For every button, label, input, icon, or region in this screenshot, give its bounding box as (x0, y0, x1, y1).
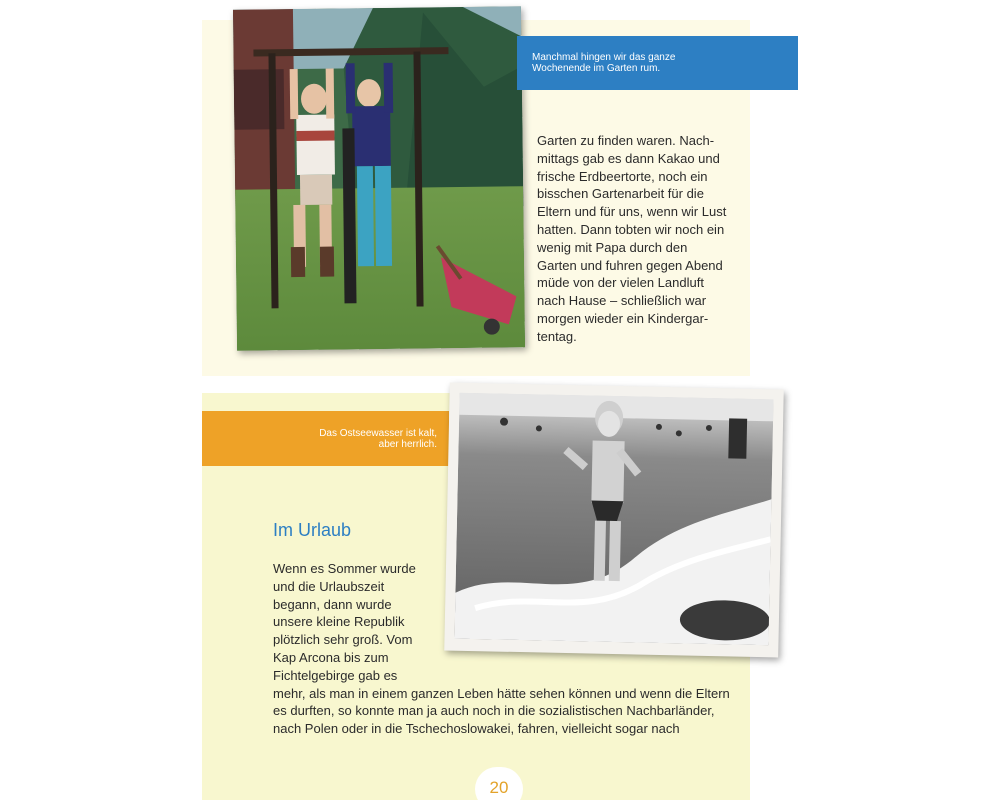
text-line: und die Urlaubszeit (273, 578, 385, 594)
page-number: 20 (475, 767, 523, 811)
garden-photo (233, 6, 525, 350)
text-line: begann, dann wurde (273, 596, 392, 612)
text-line: es durften, so konnte man ja auch noch in die sozialistischen Nachbarländer, (273, 703, 715, 719)
garden-photo-caption (517, 36, 798, 90)
beach-photo-caption (202, 411, 449, 466)
caption-line: Wochenende im Garten rum. (532, 63, 661, 74)
text-line: Garten und fuhren gegen Abend (537, 257, 723, 273)
text-line: plötzlich sehr groß. Vom (273, 632, 413, 648)
text-line: mehr, als man in einem ganzen Leben hätte sehen können und wenn die Eltern (273, 685, 730, 701)
text-line: nach Hause – schließlich war (537, 293, 707, 309)
text-line: Kap Arcona bis zum (273, 649, 389, 665)
text-line: Garten zu finden waren. Nach- (537, 133, 715, 148)
text-line: morgen wieder ein Kindergar- (537, 310, 709, 326)
text-line: frische Erdbeertorte, noch ein (537, 168, 708, 184)
text-line: nach Polen oder in die Tschechoslowakei, fahren, vielleicht sogar nach (273, 721, 680, 737)
text-line: wenig mit Papa durch den (537, 239, 688, 255)
caption-line: aber herrlich. (378, 439, 437, 450)
text-line: Eltern und für uns, wenn wir Lust (537, 204, 727, 220)
vacation-body-text (273, 560, 730, 738)
text-line: unsere kleine Republik (273, 614, 405, 630)
text-line: Wenn es Sommer wurde (273, 561, 416, 576)
text-line: müde von der vielen Landluft (537, 275, 704, 291)
text-line: Fichtelgebirge gab es (273, 667, 398, 683)
caption-line: Manchmal hingen wir das ganze (532, 52, 676, 63)
garden-body-text (537, 132, 726, 346)
text-line: mittags gab es dann Kakao und (537, 150, 720, 166)
text-line: hatten. Dann tobten wir noch ein (537, 221, 725, 237)
section-heading: Im Urlaub (273, 520, 352, 540)
caption-line: Das Ostseewasser ist kalt, (319, 428, 437, 439)
text-line: tentag. (537, 328, 577, 344)
text-line: bisschen Gartenarbeit für die (537, 186, 704, 202)
